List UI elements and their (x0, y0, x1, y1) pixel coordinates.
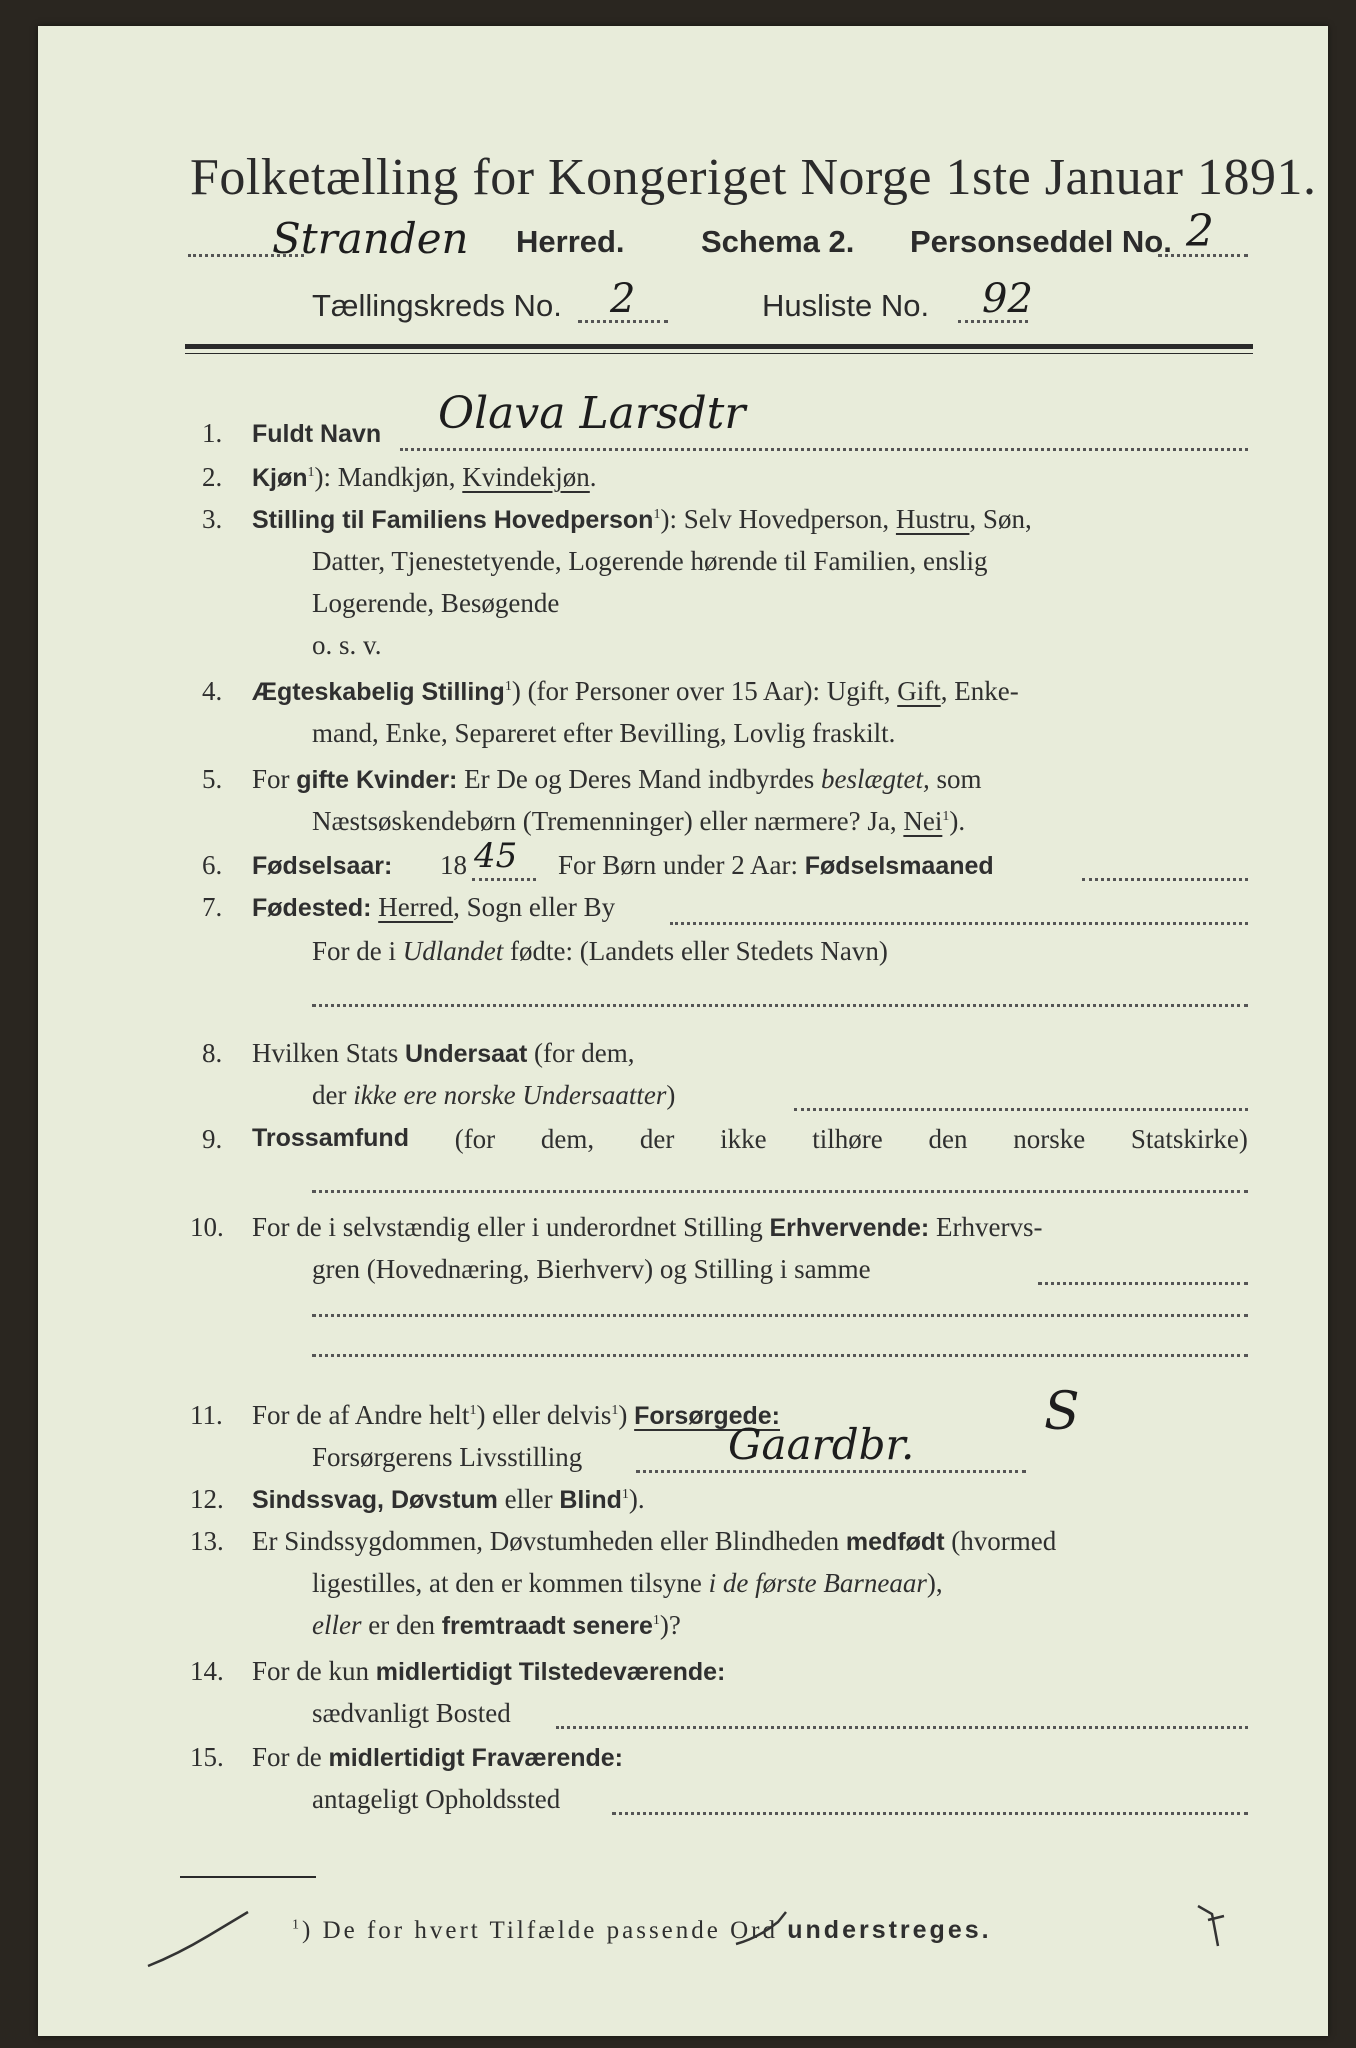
pencil-mark-left (138, 1906, 258, 1986)
header-rule-thin (185, 353, 1253, 354)
q13-number: 13. (190, 1526, 224, 1556)
q8-line1: Hvilken Stats Undersaat (for dem, (252, 1038, 635, 1068)
q1-number: 1. (202, 418, 223, 448)
q13-line3: eller er den fremtraadt senere$^1$)? (312, 1610, 681, 1640)
q7-abroad-dots (312, 1004, 1248, 1007)
q15-line2: antageligt Opholdssted (312, 1784, 561, 1814)
q1-label: Fuldt Navn (252, 420, 382, 448)
q3-line3: Logerende, Besøgende (312, 588, 560, 618)
pencil-mark-right (1188, 1896, 1248, 1956)
census-form (38, 26, 1328, 2036)
q11-number: 11. (190, 1400, 223, 1430)
q4-number: 4. (202, 676, 223, 706)
q3-line1: Stilling til Familiens Hovedperson$^1$): Selv Hovedperson, Hustru, Søn, (252, 504, 1032, 534)
husliste-label: Husliste No. (762, 288, 930, 323)
q5-line2: Næstsøskendebørn (Tremenninger) eller nærmere? Ja, Nei$^1$). (312, 806, 966, 836)
footnote-rule (180, 1876, 316, 1878)
q7-number: 7. (202, 892, 223, 922)
q13-line1: Er Sindssygdommen, Døvstumheden eller Blindheden medfødt (hvormed (252, 1526, 1057, 1556)
q10-dots-2 (312, 1314, 1248, 1317)
q9-dots (312, 1190, 1248, 1193)
q6-label: Fødselsaar: (252, 852, 393, 880)
personseddel-label: Personseddel No. (910, 224, 1172, 259)
q14-line2: sædvanligt Bosted (312, 1698, 511, 1728)
q11-line2: Forsørgerens Livsstilling (312, 1442, 583, 1472)
q10-line2: gren (Hovednæring, Bierhverv) og Stilling i samme (312, 1254, 871, 1284)
q15-line1: For de midlertidigt Fraværende: (252, 1742, 623, 1772)
footnote: $^1$) De for hvert Tilfælde passende Ord understreges. (292, 1916, 992, 1944)
q14-dots (556, 1726, 1248, 1729)
q4-line2: mand, Enke, Separeret efter Bevilling, Lovlig fraskilt. (312, 718, 896, 748)
q15-number: 15. (190, 1742, 224, 1772)
q3-line4: o. s. v. (312, 630, 382, 660)
q11-value: Gaardbr. (728, 1420, 915, 1469)
q13-line2: ligestilles, at den er kommen tilsyne i de første Barneaar), (312, 1568, 943, 1598)
q9-line1: Trossamfund (for dem, der ikke tilhøre den norske Statskirke) (252, 1124, 1248, 1154)
q10-line1: For de i selvstændig eller i underordnet Stilling Erhvervende: Erhvervs- (252, 1212, 1043, 1242)
q14-number: 14. (190, 1656, 224, 1686)
pencil-mark-middle (728, 1906, 798, 1956)
q7-line2: For de i Udlandet fødte: (Landets eller Stedets Navn) (312, 936, 888, 966)
q3-number: 3. (202, 504, 223, 534)
q10-dots-3 (312, 1354, 1248, 1357)
q6-month-dots (1082, 878, 1248, 881)
taellingskreds-value: 2 (610, 276, 636, 322)
q7-dots (670, 922, 1248, 925)
herred-value: Stranden (272, 214, 469, 263)
q6-year-dots (472, 878, 536, 881)
q10-dots-1 (1038, 1282, 1248, 1285)
q12-number: 12. (190, 1484, 224, 1514)
q2-text: Kjøn$^1$): Mandkjøn, Kvindekjøn. (252, 462, 597, 492)
q6-year-value: 45 (474, 836, 518, 876)
q8-line2: der ikke ere norske Undersaatter) (312, 1080, 676, 1110)
q11-dots (636, 1470, 1026, 1473)
personseddel-value: 2 (1186, 206, 1214, 257)
q9-number: 9. (202, 1124, 223, 1154)
q5-number: 5. (202, 764, 223, 794)
q6-children: For Børn under 2 Aar: Fødselsmaaned (558, 850, 994, 880)
q2-number: 2. (202, 462, 223, 492)
q11-line1: For de af Andre helt$^1$) eller delvis$^1$) Forsørgede: (252, 1400, 780, 1430)
q7-line1: Fødested: Herred, Sogn eller By (252, 892, 616, 922)
taellingskreds-label: Tællingskreds No. (312, 288, 562, 323)
q6-number: 6. (202, 850, 223, 880)
q1-dots (400, 448, 1248, 451)
herred-label: Herred. (516, 224, 625, 259)
q12-line1: Sindssvag, Døvstum eller Blind$^1$). (252, 1484, 645, 1514)
q6-century: 18 (440, 850, 467, 880)
q14-line1: For de kun midlertidigt Tilstedeværende: (252, 1656, 726, 1686)
form-title: Folketælling for Kongeriget Norge 1ste Januar 1891. (190, 149, 1317, 206)
q8-number: 8. (202, 1038, 223, 1068)
q10-number: 10. (190, 1212, 224, 1242)
q15-dots (612, 1812, 1248, 1815)
q5-line1: For gifte Kvinder: Er De og Deres Mand indbyrdes beslægtet, som (252, 764, 982, 794)
header-rule (185, 344, 1253, 349)
husliste-value: 92 (982, 276, 1033, 322)
q3-line2: Datter, Tjenestetyende, Logerende hørende til Familien, enslig (312, 546, 988, 576)
q4-line1: Ægteskabelig Stilling$^1$) (for Personer over 15 Aar): Ugift, Gift, Enke- (252, 676, 1019, 706)
q11-mark: S (1044, 1382, 1080, 1442)
q8-dots (794, 1108, 1248, 1111)
schema-label: Schema 2. (701, 224, 855, 259)
q1-value: Olava Larsdtr (438, 388, 746, 439)
